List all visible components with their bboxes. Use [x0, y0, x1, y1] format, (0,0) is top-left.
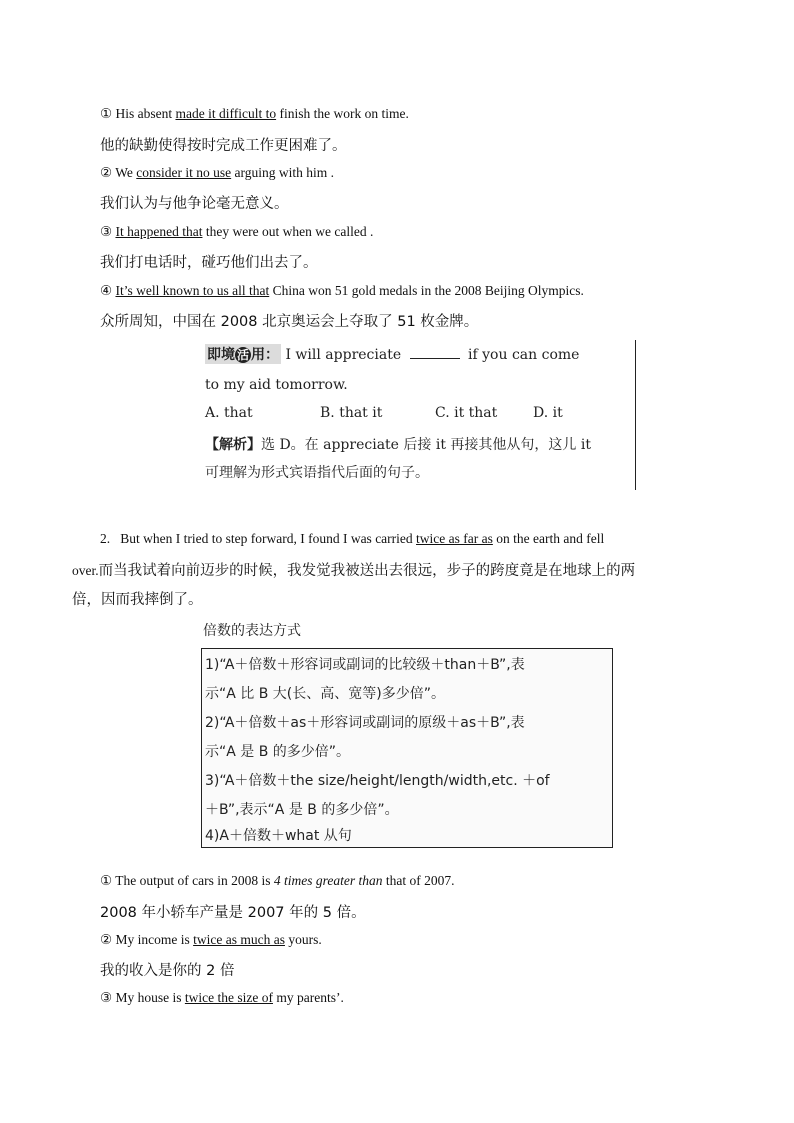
key-phrase: twice as far as — [416, 531, 493, 546]
practice-box — [203, 340, 636, 490]
example-6-cn: 我的收入是你的 2 倍 — [100, 963, 235, 979]
example-1-en: ① His absent made it difficult to finish the work on time. — [100, 106, 409, 121]
option-d: D. it — [533, 405, 563, 421]
section2-line3: 倍，因而我摔倒了。 — [72, 592, 203, 608]
ratio-box — [201, 648, 613, 848]
ratio-row: 示“A 是 B 的多少倍”。 — [205, 744, 351, 760]
circled-number: ④ — [100, 283, 113, 298]
section2-line2: over.而当我试着向前迈步的时候，我发觉我被送出去很远，步子的跨度竟是在地球上的两 — [72, 563, 636, 579]
key-phrase: It happened that — [115, 224, 203, 239]
example-5-en: ① The output of cars in 2008 is 4 times greater than that of 2007. — [100, 873, 455, 888]
ratio-row: 示“A 比 B 大(长、高、宽等)多少倍”。 — [205, 686, 445, 702]
example-6-en: ② My income is twice as much as yours. — [100, 932, 322, 947]
practice-badge: 即境 活 用： — [205, 344, 281, 364]
key-phrase: It’s well known to us all that — [115, 283, 270, 298]
circled-number: ② — [100, 165, 113, 180]
key-phrase: twice as much as — [193, 932, 285, 947]
example-5-cn: 2008 年小轿车产量是 2007 年的 5 倍。 — [100, 905, 366, 921]
example-3-cn: 我们打电话时，碰巧他们出去了。 — [100, 255, 318, 271]
section2-line1: 2. But when I tried to step forward, I found I was carried twice as far as on the earth and fell — [100, 531, 605, 546]
option-b: B. that it — [320, 405, 383, 421]
circled-number: ③ — [100, 224, 113, 239]
ratio-row: 4)A＋倍数＋what 从句 — [205, 828, 352, 844]
ratio-row: 2)“A＋倍数＋as＋形容词或副词的原级＋as＋B”,表 — [205, 715, 525, 731]
analysis-line2: 可理解为形式宾语指代后面的句子。 — [205, 465, 429, 481]
item-number: 2. — [100, 531, 111, 546]
key-phrase: twice the size of — [184, 990, 273, 1005]
answer-blank — [410, 358, 460, 359]
option-a: A. that — [205, 405, 253, 421]
example-4-en: ④ It’s well known to us all that China won 51 gold medals in the 2008 Beijing Olympics. — [100, 283, 584, 298]
example-4-cn: 众所周知，中国在 2008 北京奥运会上夺取了 51 枚金牌。 — [100, 314, 479, 330]
ratio-row: 3)“A＋倍数＋the size/height/length/width,etc. ＋of — [205, 773, 550, 789]
practice-question-line2: to my aid tomorrow. — [205, 377, 348, 393]
option-c: C. it that — [435, 405, 498, 421]
circled-char-icon: 活 — [236, 348, 249, 362]
analysis-line1: 【解析】选 D。在 appreciate 后接 it 再接其他从句，这儿 it — [205, 437, 591, 453]
circled-number: ② — [100, 932, 113, 947]
key-phrase: 4 times greater than — [273, 873, 383, 888]
analysis-label: 【解析】 — [205, 437, 261, 453]
key-phrase: consider it no use — [136, 165, 232, 180]
ratio-title: 倍数的表达方式 — [203, 623, 301, 639]
circled-number: ① — [100, 106, 113, 121]
key-phrase: made it difficult to — [175, 106, 277, 121]
practice-question: 即境 活 用： I will appreciate if you can come — [205, 344, 579, 364]
ratio-row: ＋B”,表示“A 是 B 的多少倍”。 — [205, 802, 399, 818]
circled-number: ① — [100, 873, 113, 888]
ratio-row: 1)“A＋倍数＋形容词或副词的比较级＋than＋B”,表 — [205, 657, 525, 673]
example-1-cn: 他的缺勤使得按时完成工作更困难了。 — [100, 138, 347, 154]
example-2-en: ② We consider it no use arguing with him . — [100, 165, 335, 180]
example-3-en: ③ It happened that they were out when we called . — [100, 224, 374, 239]
example-7-en: ③ My house is twice the size of my parents’. — [100, 990, 344, 1005]
circled-number: ③ — [100, 990, 113, 1005]
example-2-cn: 我们认为与他争论毫无意义。 — [100, 196, 289, 212]
practice-options — [205, 405, 563, 421]
